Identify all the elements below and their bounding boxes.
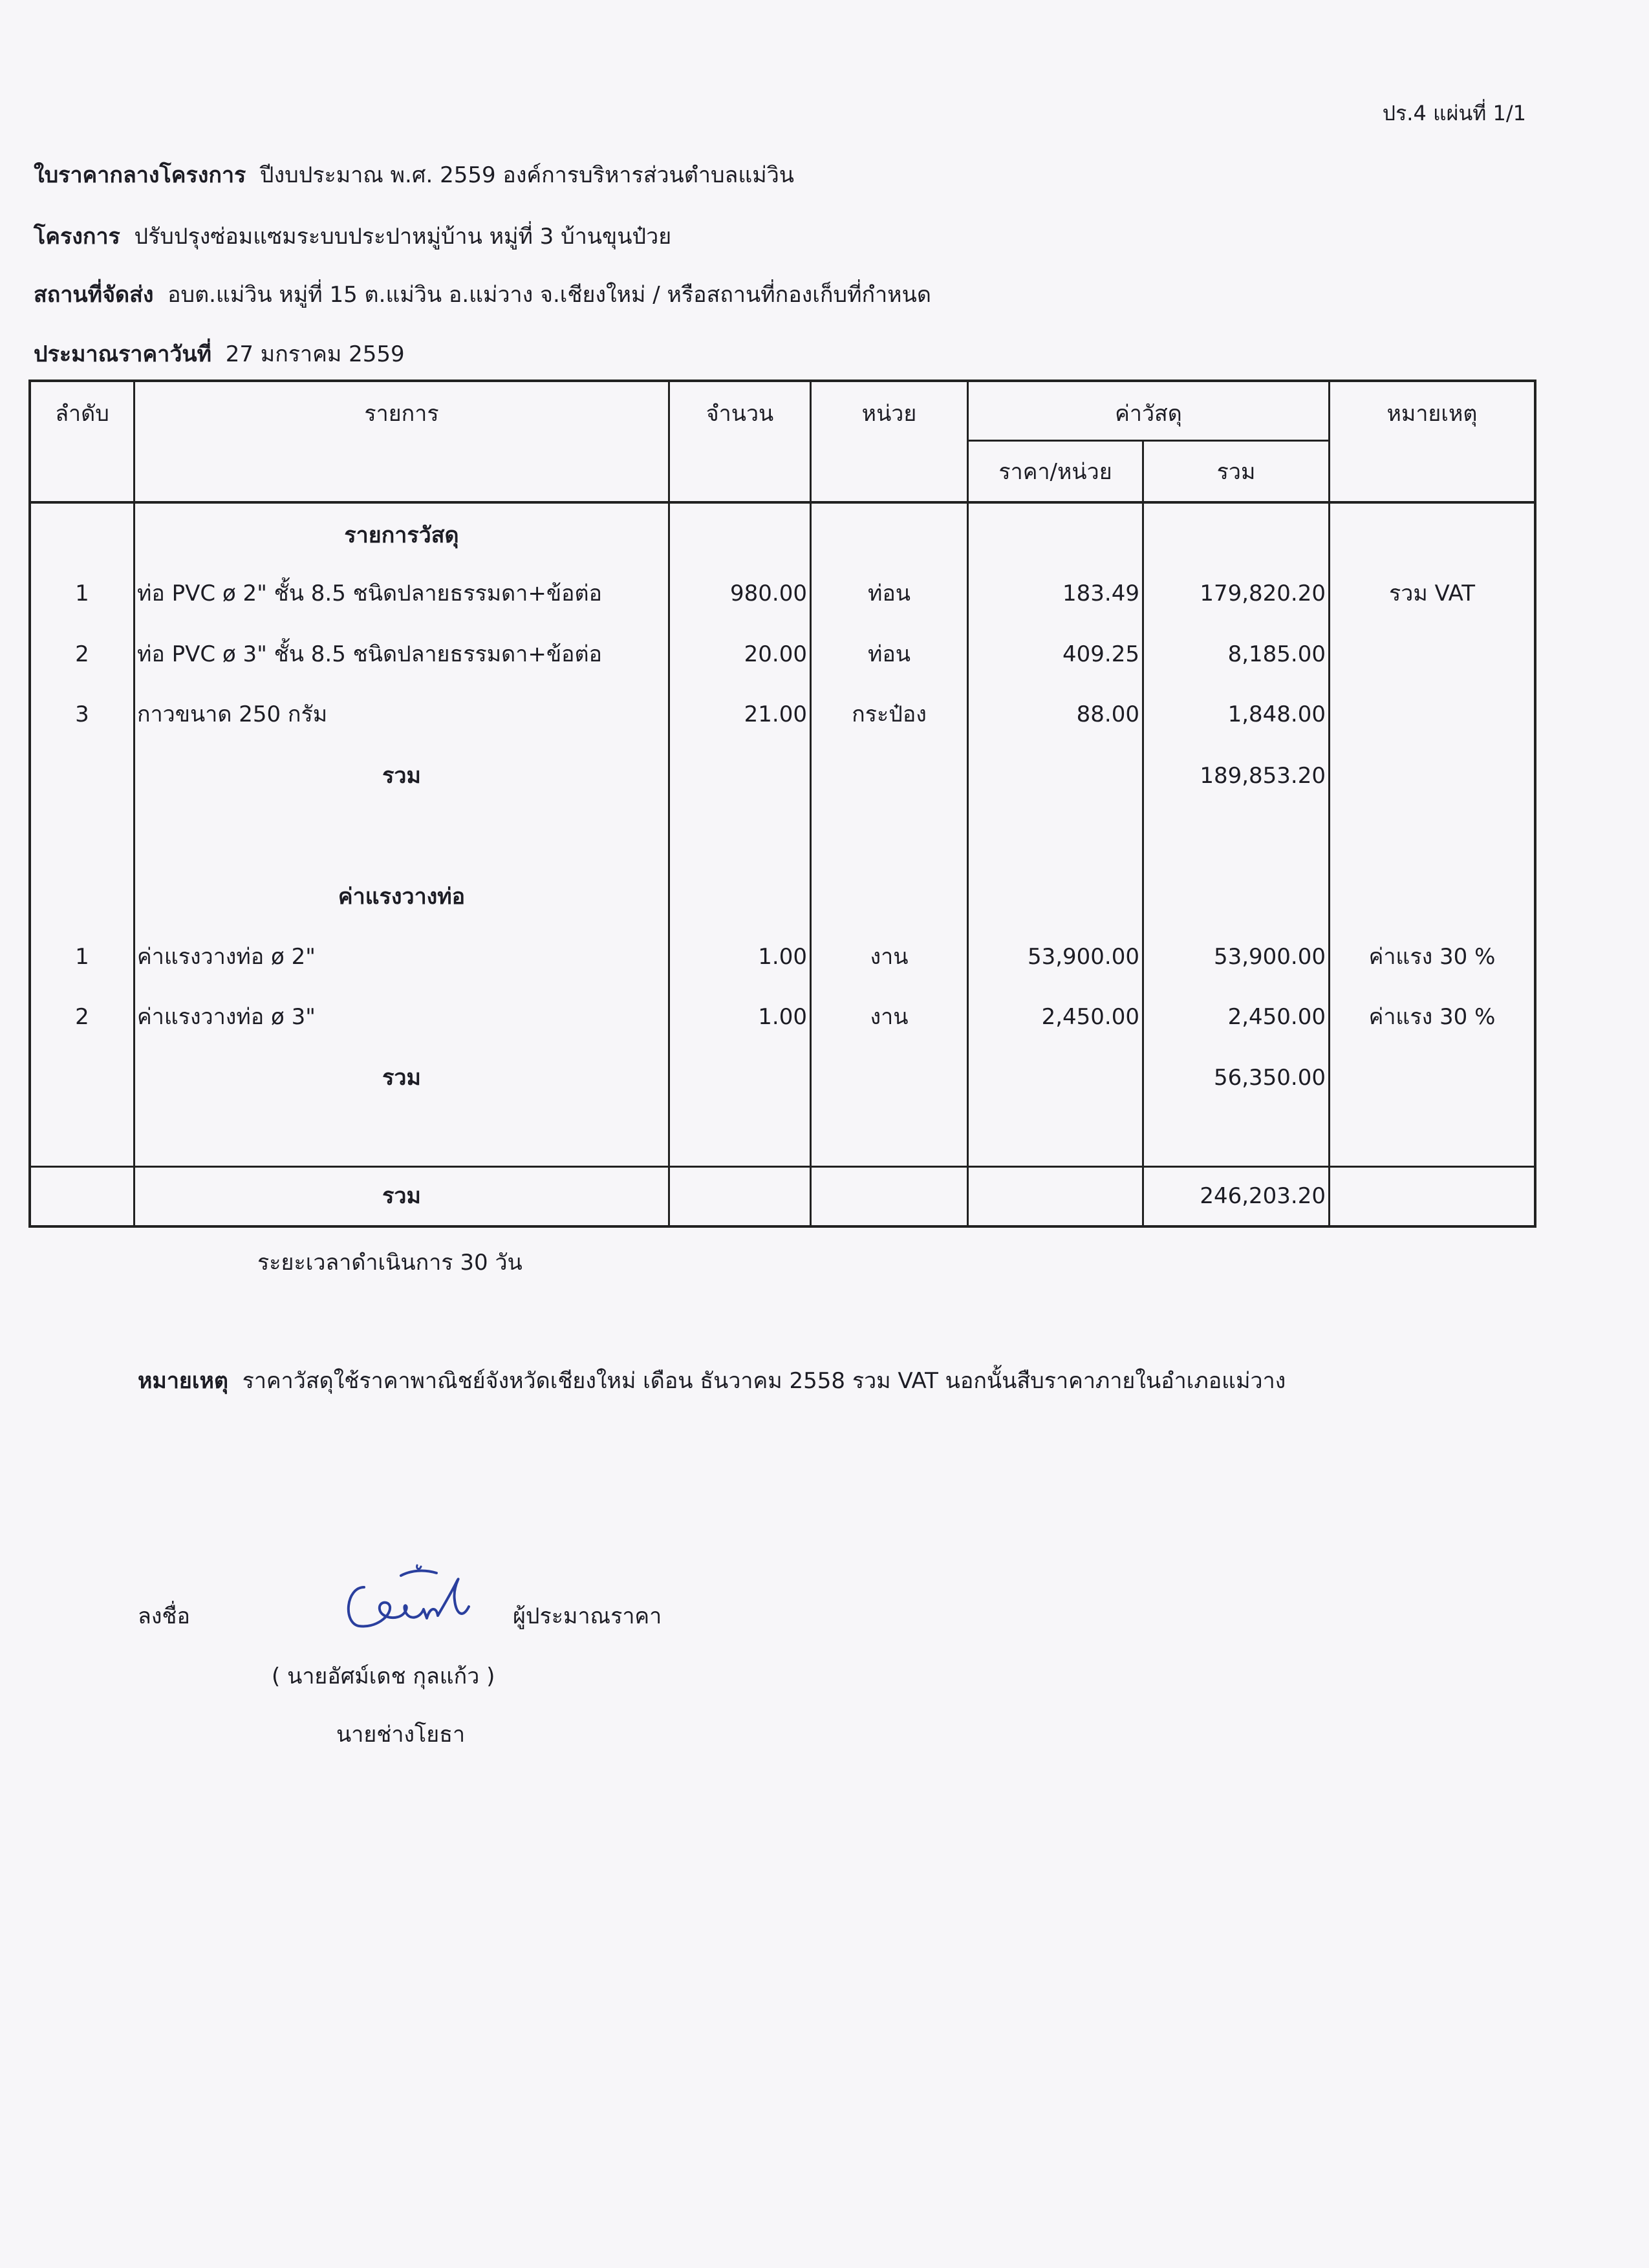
duration-text: ระยะเวลาดำเนินการ 30 วัน (257, 1250, 523, 1276)
row-item: ค่าแรงวางท่อ ø 2" (137, 944, 316, 970)
row-item: ค่าแรงวางท่อ ø 3" (137, 1004, 316, 1030)
table-bottom-border (28, 1225, 1536, 1228)
table-right-border (1534, 380, 1536, 1228)
row-item: ท่อ PVC ø 2" ชั้น 8.5 ชนิดปลายธรรมดา+ข้อต่อ (137, 581, 602, 606)
row-remark: ค่าแรง 30 % (1368, 944, 1496, 970)
row-unit: งาน (870, 944, 909, 970)
row-qty: 1.00 (758, 944, 807, 970)
col-divider-unit (967, 380, 969, 1228)
row-price: 53,900.00 (1027, 944, 1139, 970)
row-no: 3 (75, 701, 89, 727)
row-item: ท่อ PVC ø 3" ชั้น 8.5 ชนิดปลายธรรมดา+ข้อต่อ (137, 641, 602, 667)
section-sum-label: รวม (382, 763, 421, 789)
project-label: โครงการ (34, 224, 120, 250)
row-total: 1,848.00 (1227, 701, 1326, 727)
row-no: 2 (75, 1004, 89, 1030)
signer-position: นายช่างโยธา (336, 1722, 466, 1748)
col-header-remark: หมายเหตุ (1386, 401, 1478, 427)
project-line (34, 219, 671, 253)
note-label: หมายเหตุ (138, 1368, 228, 1394)
row-qty: 980.00 (730, 581, 807, 606)
sign-role: ผู้ประมาณราคา (513, 1603, 662, 1629)
row-unit: ท่อน (867, 581, 911, 606)
row-no: 1 (75, 581, 89, 606)
row-price: 183.49 (1062, 581, 1139, 606)
delivery-value: อบต.แม่วิน หมู่ที่ 15 ต.แม่วิน อ.แม่วาง จ.เชียงใหม่ / หรือสถานที่กองเก็บที่กำหนด (167, 282, 931, 308)
date-line (34, 336, 405, 371)
row-price: 409.25 (1062, 641, 1139, 667)
row-price: 88.00 (1076, 701, 1139, 727)
header-bottom-border (28, 501, 1536, 504)
row-unit: งาน (870, 1004, 909, 1030)
row-qty: 21.00 (744, 701, 807, 727)
grand-total-label: รวม (382, 1183, 421, 1209)
subheader-line (967, 440, 1330, 442)
delivery-line (34, 277, 931, 312)
signature-image (339, 1561, 495, 1645)
row-no: 2 (75, 641, 89, 667)
row-unit: ท่อน (867, 641, 911, 667)
col-divider-qty (810, 380, 812, 1228)
sheet-number: ปร.4 แผ่นที่ 1/1 (1382, 101, 1526, 125)
col-divider-item (668, 380, 670, 1228)
col-header-unit: หน่วย (861, 401, 917, 427)
row-total: 53,900.00 (1213, 944, 1326, 970)
row-total: 2,450.00 (1227, 1004, 1326, 1030)
col-divider-total (1328, 380, 1330, 1228)
section-title-materials: รายการวัสดุ (344, 522, 459, 548)
col-header-unit-price: ราคา/หน่วย (998, 459, 1112, 485)
col-header-item: รายการ (364, 401, 439, 427)
row-total: 8,185.00 (1227, 641, 1326, 667)
row-price: 2,450.00 (1041, 1004, 1139, 1030)
section-sum-labor: 56,350.00 (1213, 1065, 1326, 1091)
table-top-border (28, 380, 1536, 382)
col-divider-no (133, 380, 135, 1228)
section-sum-materials: 189,853.20 (1200, 763, 1326, 789)
col-header-no: ลำดับ (55, 401, 109, 427)
total-top-border (28, 1166, 1536, 1168)
section-sum-label: รวม (382, 1065, 421, 1091)
date-label: ประมาณราคาวันที่ (34, 341, 212, 367)
row-remark: รวม VAT (1388, 581, 1476, 606)
row-no: 1 (75, 944, 89, 970)
sign-label: ลงชื่อ (138, 1603, 190, 1629)
row-item: กาวขนาด 250 กรัม (137, 701, 328, 727)
row-unit: กระป๋อง (852, 701, 927, 727)
col-header-qty: จำนวน (706, 401, 774, 427)
row-remark: ค่าแรง 30 % (1368, 1004, 1496, 1030)
col-header-total: รวม (1216, 459, 1256, 485)
title-value: ปีงบประมาณ พ.ศ. 2559 องค์การบริหารส่วนตำบลแม่วิน (259, 162, 795, 188)
delivery-label: สถานที่จัดส่ง (34, 282, 154, 308)
table-left-border (28, 380, 31, 1228)
section-title-labor: ค่าแรงวางท่อ (338, 884, 466, 910)
col-divider-price (1142, 440, 1144, 1228)
project-value: ปรับปรุงซ่อมแซมระบบประปาหมู่บ้าน หมู่ที่ 3 บ้านขุนป๋วย (134, 224, 672, 250)
grand-total-value: 246,203.20 (1200, 1183, 1326, 1209)
col-header-material: ค่าวัสดุ (1115, 401, 1182, 427)
row-qty: 1.00 (758, 1004, 807, 1030)
note-text: ราคาวัสดุใช้ราคาพาณิชย์จังหวัดเชียงใหม่ เดือน ธันวาคม 2558 รวม VAT นอกนั้นสืบราคาภายในอำเภอแม่วาง (242, 1368, 1286, 1394)
title-label: ใบราคากลางโครงการ (34, 162, 246, 188)
date-value: 27 มกราคม 2559 (225, 341, 405, 367)
note-line (138, 1363, 1286, 1398)
row-qty: 20.00 (744, 641, 807, 667)
signer-name: ( นายอัศม์เดช กุลแก้ว ) (272, 1664, 495, 1689)
title-line (34, 157, 794, 192)
row-total: 179,820.20 (1200, 581, 1326, 606)
